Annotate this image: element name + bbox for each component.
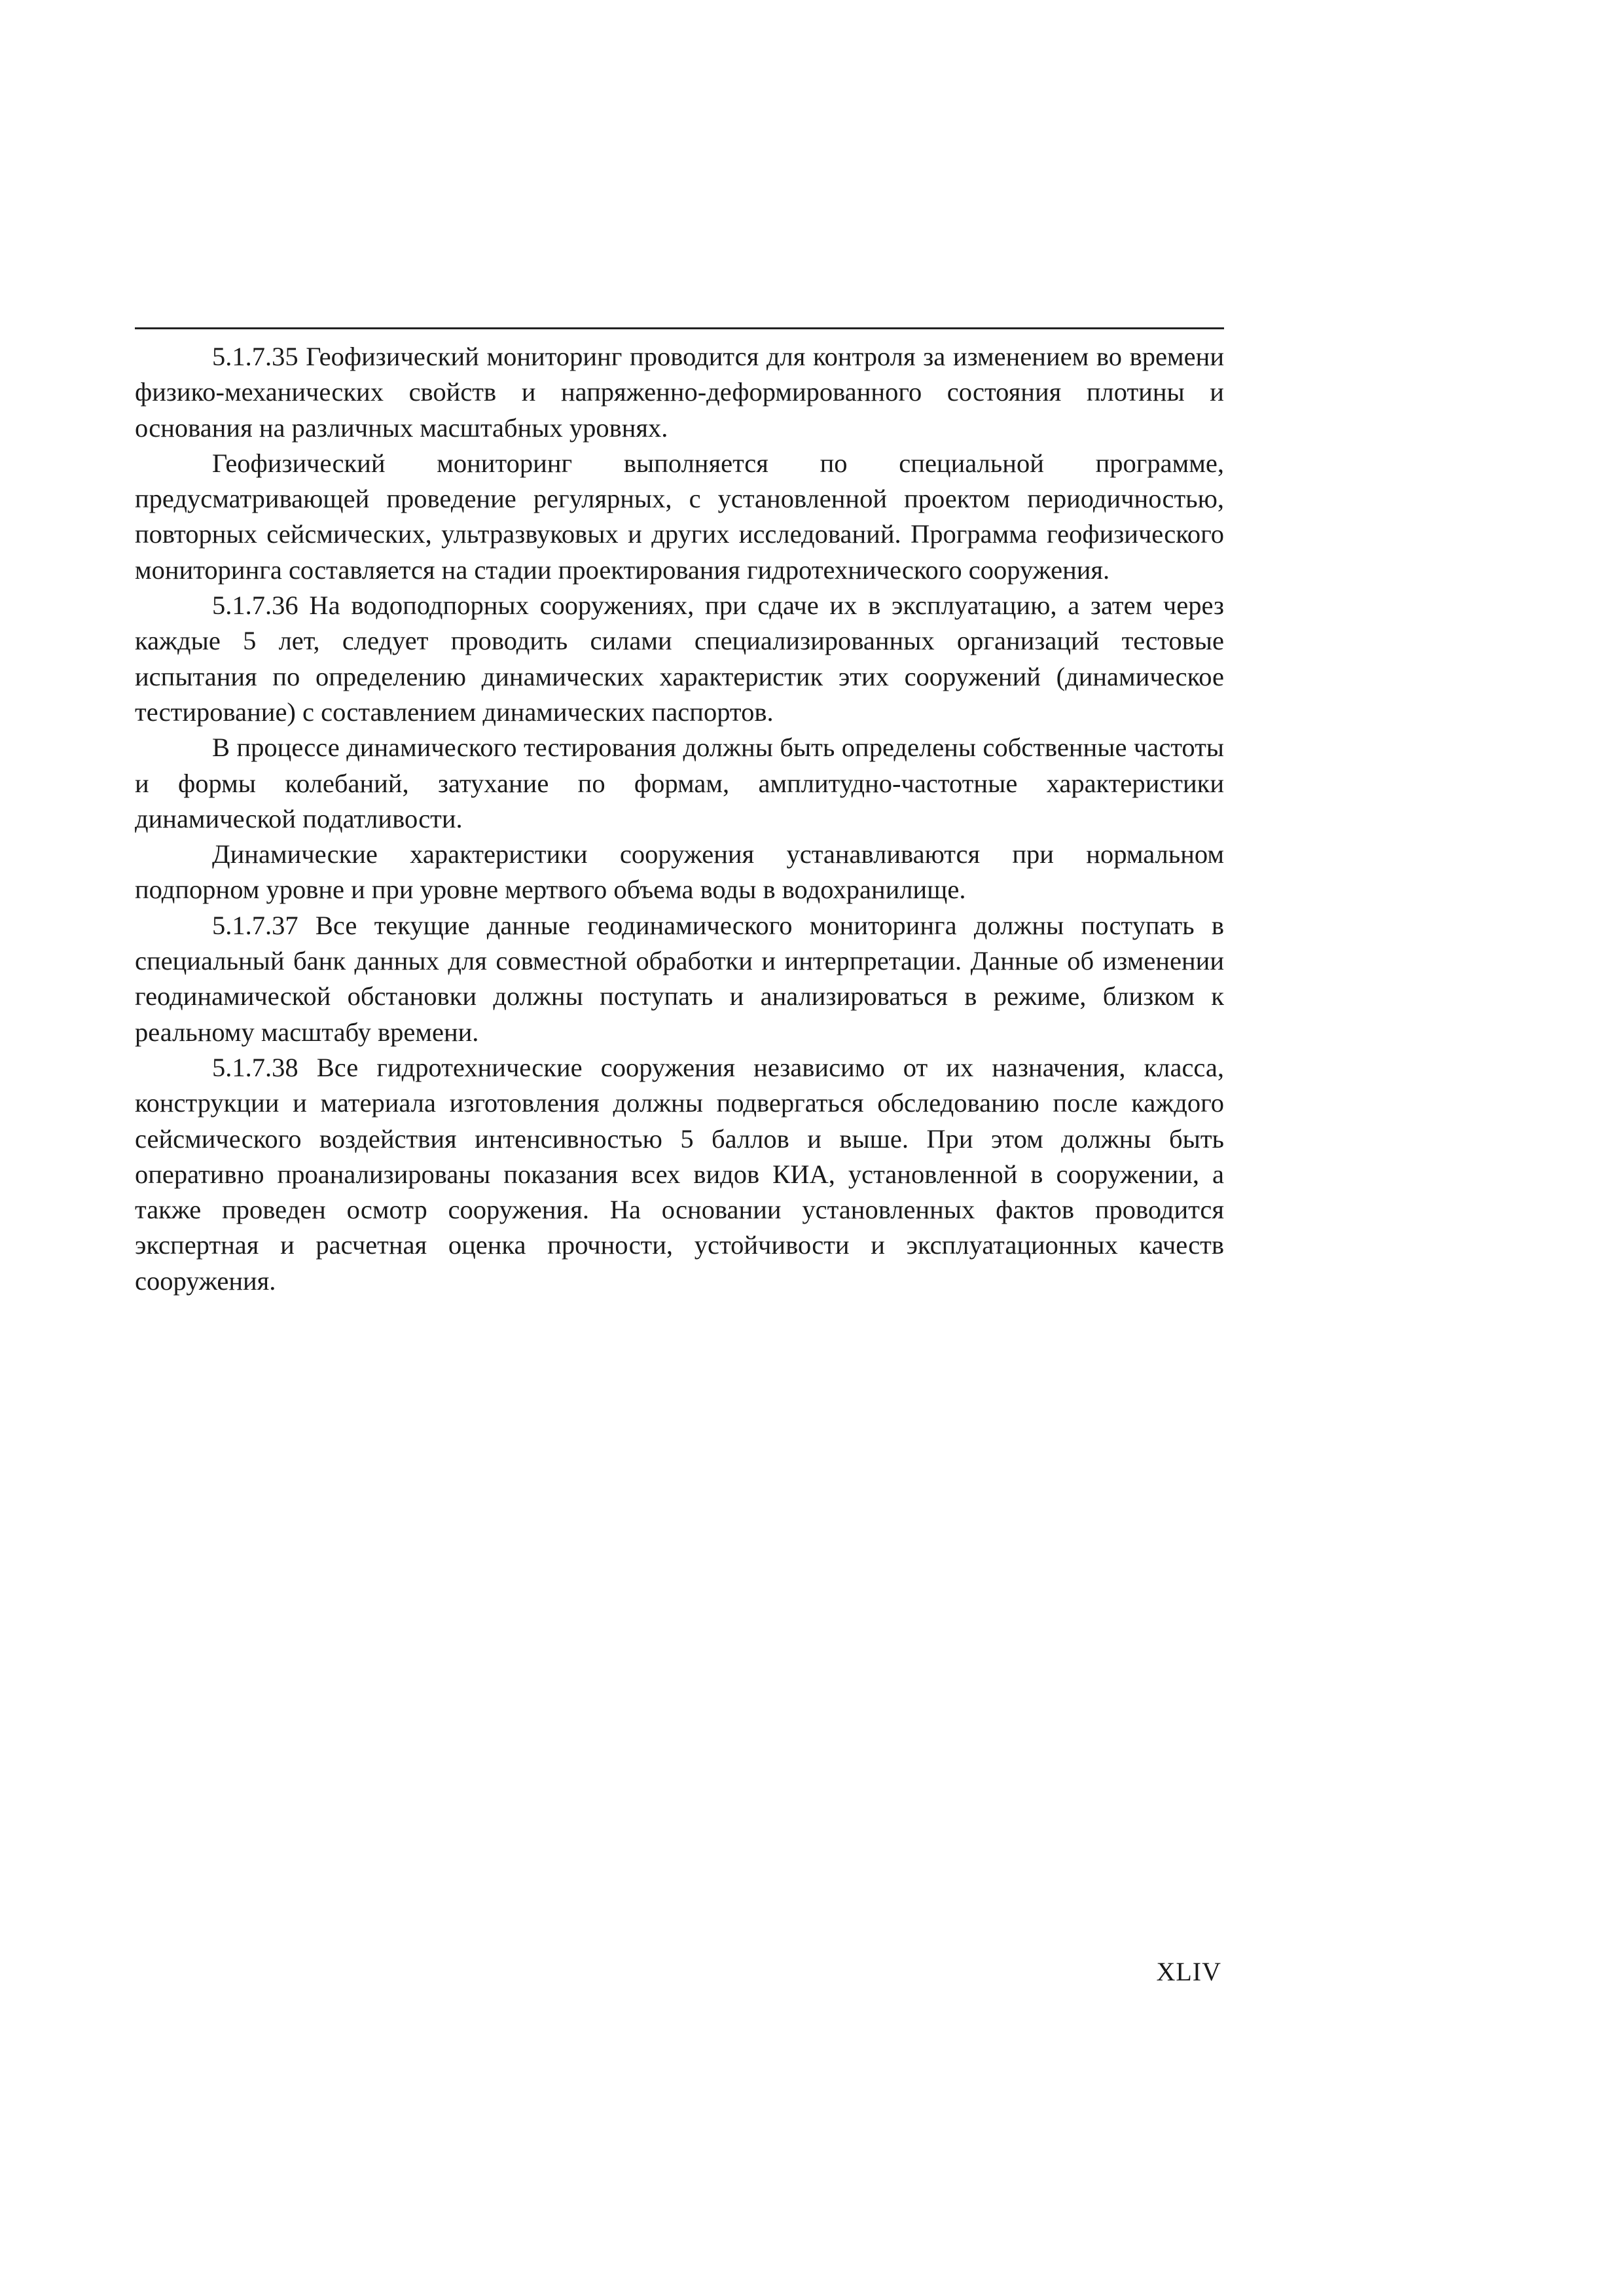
paragraph-5-1-7-37: 5.1.7.37 Все текущие данные геодинамического мониторинга должны поступать в специальный банк данных для совместной обработки и интерпретации. Данные об изменении геодинамической обстановки должны поступать и анализироваться в режиме, близком к реальному масштабу времени. bbox=[135, 910, 1224, 1047]
paragraph-5-1-7-36: 5.1.7.36 На водоподпорных сооружениях, при сдаче их в эксплуатацию, а затем через каждые 5 лет, следует проводить силами специализированных организаций тестовые испытания по определению динамических характеристик этих сооружений (динамическое тестирование) с составлением динамических паспортов. bbox=[135, 591, 1224, 727]
paragraph-dynamic-characteristics: Динамические характеристики сооружения устанавливаются при нормальном подпорном уровне и при уровне мертвого объема воды в водохранилище. bbox=[135, 839, 1224, 905]
header-rule bbox=[135, 327, 1224, 329]
paragraph-geophysical-program: Геофизический мониторинг выполняется по специальной программе, предусматривающей проведение регулярных, с установленной проектом периодичностью, повторных сейсмических, ультразвуковых и других исследований. Программа геофизического мониторинга составляется на стадии проектирования гидротехнического сооружения. bbox=[135, 448, 1224, 585]
page-number: XLIV bbox=[1156, 1957, 1221, 1986]
paragraph-5-1-7-35: 5.1.7.35 Геофизический мониторинг проводится для контроля за изменением во времени физико-механических свойств и напряженно-деформированного состояния плотины и основания на различных масштабных уровнях. bbox=[135, 342, 1224, 443]
paragraph-dynamic-testing: В процессе динамического тестирования должны быть определены собственные частоты и формы колебаний, затухание по формам, амплитудно-частотные характеристики динамической податливости. bbox=[135, 733, 1224, 833]
paragraph-5-1-7-38: 5.1.7.38 Все гидротехнические сооружения независимо от их назначения, класса, конструкции и материала изготовления должны подвергаться обследованию после каждого сейсмического воздействия интенсивностью 5 баллов и выше. При этом должны быть оперативно проанализированы показания всех видов КИА, установленной в сооружении, а также проведен осмотр сооружения. На основании установленных фактов проводится экспертная и расчетная оценка прочности, устойчивости и эксплуатационных качеств сооружения. bbox=[135, 1052, 1224, 1296]
document-body bbox=[135, 339, 1224, 1299]
